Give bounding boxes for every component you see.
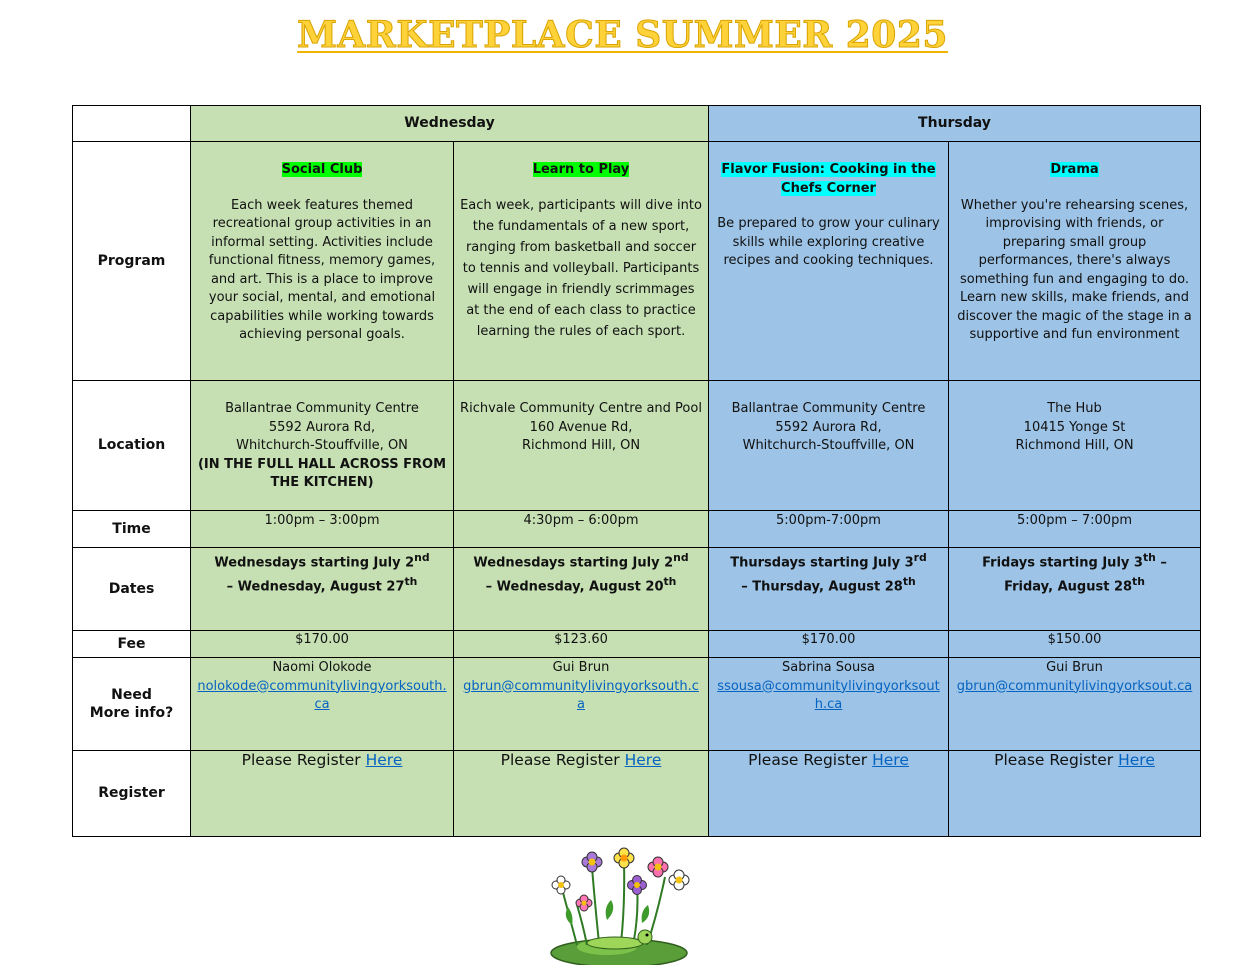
row-label-info: Need More info? xyxy=(73,658,191,751)
register-cell: Please Register Here xyxy=(454,751,709,837)
location-line: 5592 Aurora Rd, xyxy=(268,419,376,435)
program-description: Each week, participants will dive into the fundamentals of a new sport, ranging from basketball and soccer to tennis and volleyball. Participants will engage in friendly scrimmages at the end of each class to practice learning the rules of each sport. xyxy=(460,197,702,339)
location-line: Whitchurch-Stouffville, ON xyxy=(742,438,915,453)
register-row xyxy=(73,751,1201,837)
time-cell: 5:00pm – 7:00pm xyxy=(949,511,1201,548)
program-cell xyxy=(709,142,949,381)
register-here-link[interactable]: Here xyxy=(624,751,662,769)
page-title: MARKETPLACE SUMMER 2025 xyxy=(297,14,948,56)
location-line: 160 Avenue Rd, xyxy=(529,419,633,435)
program-name: Drama xyxy=(1050,162,1099,177)
program-cell xyxy=(454,142,709,381)
dates-cell: Wednesdays starting July 2nd – Wednesday, August 20th xyxy=(454,548,709,631)
time-row xyxy=(73,511,1201,548)
program-description: Be prepared to grow your culinary skills while exploring creative recipes and cooking techniques. xyxy=(717,216,940,268)
row-label-dates: Dates xyxy=(73,548,191,631)
register-cell: Please Register Here xyxy=(949,751,1201,837)
row-label-register: Register xyxy=(73,751,191,837)
location-line: Whitchurch-Stouffville, ON xyxy=(236,438,408,453)
program-description: Each week features themed recreational group activities in an informal setting. Activities include functional fitness, memory games, and art. This is a place to improve your social, mental, and emotional capabilities while working towards achieving personal goals. xyxy=(208,197,436,342)
fee-cell: $170.00 xyxy=(191,631,454,658)
fee-cell: $170.00 xyxy=(709,631,949,658)
location-cell xyxy=(454,381,709,511)
contact-name: Sabrina Sousa xyxy=(782,660,875,675)
contact-name: Gui Brun xyxy=(552,660,610,675)
contact-email-link[interactable]: gbrun@communitylivingyorksout.ca xyxy=(956,678,1193,694)
location-line: Richmond Hill, ON xyxy=(521,438,641,453)
contact-name: Gui Brun xyxy=(1046,660,1103,675)
page-title-wrap xyxy=(0,14,1245,56)
location-row xyxy=(73,381,1201,511)
fee-row xyxy=(73,631,1201,658)
register-here-link[interactable]: Here xyxy=(872,751,909,769)
fee-cell: $150.00 xyxy=(949,631,1201,658)
row-label-location: Location xyxy=(73,381,191,511)
dates-row xyxy=(73,548,1201,631)
header-row xyxy=(73,106,1201,142)
dates-cell: Wednesdays starting July 2nd – Wednesday, August 27th xyxy=(191,548,454,631)
flower-white xyxy=(552,876,570,894)
row-label-time: Time xyxy=(73,511,191,548)
location-line: Richmond Hill, ON xyxy=(1015,438,1134,453)
location-cell xyxy=(949,381,1201,511)
dates-cell: Fridays starting July 3th – Friday, August 28th xyxy=(949,548,1201,631)
location-line: Ballantrae Community Centre xyxy=(731,401,926,416)
contact-email-link[interactable]: ssousa@communitylivingyorksouth.ca xyxy=(717,678,940,712)
flowers-clipart-icon xyxy=(547,845,692,965)
program-name: Learn to Play xyxy=(532,162,630,177)
contact-email-link[interactable]: gbrun@communitylivingyorksouth.ca xyxy=(463,678,699,712)
location-cell xyxy=(191,381,454,511)
program-description: Whether you're rehearsing scenes, improvising with friends, or preparing small group performances, there's always something fun and engaging to do. Learn new skills, make friends, and discover the magic of the stage in a supportive and fun environment xyxy=(957,197,1192,342)
location-line: Ballantrae Community Centre xyxy=(225,401,419,416)
location-line: The Hub xyxy=(1047,401,1102,416)
register-cell: Please Register Here xyxy=(709,751,949,837)
time-cell: 4:30pm – 6:00pm xyxy=(454,511,709,548)
day-header-thursday: Thursday xyxy=(709,106,1201,142)
dates-cell: Thursdays starting July 3rd – Thursday, August 28th xyxy=(709,548,949,631)
register-cell: Please Register Here xyxy=(191,751,454,837)
contact-email-link[interactable]: nolokode@communitylivingyorksouth.ca xyxy=(197,678,447,712)
day-header-wednesday: Wednesday xyxy=(191,106,709,142)
register-here-link[interactable]: Here xyxy=(1118,751,1155,769)
contact-cell xyxy=(709,658,949,751)
corner-cell xyxy=(73,106,191,142)
row-label-fee: Fee xyxy=(73,631,191,658)
register-here-link[interactable]: Here xyxy=(365,751,403,769)
contact-cell xyxy=(454,658,709,751)
program-name: Social Club xyxy=(281,162,363,177)
location-cell xyxy=(709,381,949,511)
program-cell xyxy=(949,142,1201,381)
program-row xyxy=(73,142,1201,381)
contact-cell xyxy=(191,658,454,751)
time-cell: 5:00pm-7:00pm xyxy=(709,511,949,548)
location-line: Richvale Community Centre and Pool xyxy=(460,401,702,416)
program-name: Flavor Fusion: Cooking in the Chefs Corner xyxy=(721,162,936,196)
schedule-table xyxy=(72,105,1201,837)
time-cell: 1:00pm – 3:00pm xyxy=(191,511,454,548)
program-cell xyxy=(191,142,454,381)
row-label-program: Program xyxy=(73,142,191,381)
fee-cell: $123.60 xyxy=(454,631,709,658)
contact-name: Naomi Olokode xyxy=(272,660,372,675)
location-note: (IN THE FULL HALL ACROSS FROM THE KITCHEN) xyxy=(197,456,447,490)
info-row xyxy=(73,658,1201,751)
location-line: 10415 Yonge St xyxy=(1023,419,1126,435)
location-line: 5592 Aurora Rd, xyxy=(775,419,882,435)
contact-cell xyxy=(949,658,1201,751)
